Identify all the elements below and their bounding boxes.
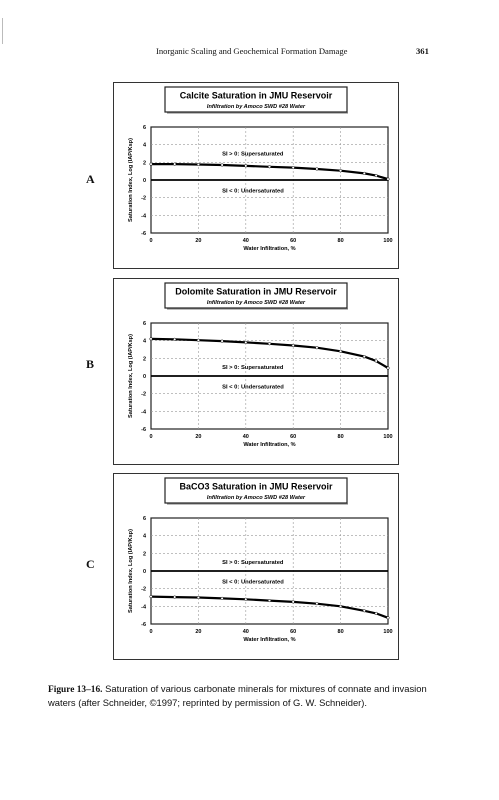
chart-title: Calcite Saturation in JMU Reservoir [179, 90, 333, 101]
y-tick-label: 4 [142, 533, 146, 540]
data-point [150, 595, 153, 598]
data-point [339, 350, 342, 353]
y-tick-label: -2 [141, 586, 146, 593]
chart-subtitle: Infiltration by Amoco SWD #28 Water [206, 495, 306, 501]
data-point [221, 340, 224, 343]
data-point [292, 166, 295, 169]
x-tick-label: 20 [195, 629, 202, 635]
supersaturated-label: SI > 0: Supersaturated [222, 560, 284, 567]
x-tick-label: 0 [149, 629, 153, 635]
data-point [292, 344, 295, 347]
x-axis-title: Water Infiltration, % [243, 442, 296, 448]
y-tick-label: 6 [142, 125, 146, 131]
figure-panel-b [113, 278, 399, 465]
x-tick-label: 0 [149, 238, 153, 244]
baco3-chart [114, 474, 398, 659]
y-tick-label: -6 [141, 231, 146, 237]
data-point [316, 602, 319, 605]
y-axis-title: Saturation Index, Log (IAP/Ksp) [128, 529, 134, 613]
data-point [339, 605, 342, 608]
undersaturated-label: SI < 0: Undersaturated [222, 579, 284, 586]
data-point [339, 169, 342, 172]
y-tick-label: 0 [142, 178, 146, 184]
y-tick-label: -4 [141, 409, 146, 416]
data-point [221, 597, 224, 600]
figure-panel-c [113, 473, 399, 660]
data-point [245, 165, 248, 168]
y-tick-label: 6 [142, 321, 146, 327]
data-point [150, 338, 153, 341]
x-axis-title: Water Infiltration, % [243, 246, 296, 252]
chart-title: BaCO3 Saturation in JMU Reservoir [179, 481, 333, 492]
figure-label: Figure 13–16. [48, 685, 103, 695]
data-point [173, 596, 176, 599]
panel-label-c: C [86, 557, 95, 571]
chart-subtitle: Infiltration by Amoco SWD #28 Water [206, 104, 306, 110]
y-axis-title: Saturation Index, Log (IAP/Ksp) [128, 138, 134, 222]
data-point [363, 609, 366, 612]
y-tick-label: 2 [142, 356, 146, 363]
y-tick-label: 2 [142, 160, 146, 167]
data-point [173, 163, 176, 166]
data-point [221, 164, 224, 167]
data-point [268, 599, 271, 602]
data-point [363, 355, 366, 358]
y-tick-label: 4 [142, 142, 146, 149]
y-tick-label: 6 [142, 516, 146, 522]
figure-caption [48, 683, 448, 708]
x-tick-label: 60 [290, 629, 297, 635]
x-tick-label: 100 [383, 434, 393, 440]
data-point [375, 174, 378, 177]
data-point [387, 178, 390, 181]
y-tick-label: 0 [142, 569, 146, 575]
x-tick-label: 0 [149, 434, 153, 440]
x-tick-label: 40 [242, 238, 249, 244]
data-point [197, 596, 200, 599]
calcite-chart [114, 83, 398, 268]
data-point [197, 339, 200, 342]
data-point [387, 617, 390, 620]
x-tick-label: 40 [242, 434, 249, 440]
supersaturated-label: SI > 0: Supersaturated [222, 365, 284, 372]
panel-label-a: A [86, 172, 95, 186]
page-number: 361 [416, 46, 429, 56]
data-point [173, 338, 176, 341]
y-tick-label: 4 [142, 338, 146, 345]
data-point [316, 168, 319, 171]
y-tick-label: 2 [142, 551, 146, 558]
margin-mark [2, 18, 3, 44]
figure-panel-a [113, 82, 399, 269]
data-point [268, 165, 271, 168]
data-point [268, 342, 271, 345]
x-tick-label: 80 [337, 238, 344, 244]
data-point [197, 163, 200, 166]
panel-label-b: B [86, 357, 95, 371]
x-tick-label: 60 [290, 238, 297, 244]
supersaturated-label: SI > 0: Supersaturated [222, 151, 284, 158]
y-axis-title: Saturation Index, Log (IAP/Ksp) [128, 334, 134, 418]
data-point [387, 367, 390, 370]
data-point [363, 172, 366, 175]
undersaturated-label: SI < 0: Undersaturated [222, 188, 284, 195]
y-tick-label: -6 [141, 622, 146, 628]
chart-subtitle: Infiltration by Amoco SWD #28 Water [206, 300, 306, 306]
x-tick-label: 20 [195, 434, 202, 440]
y-tick-label: -2 [141, 391, 146, 398]
x-tick-label: 80 [337, 629, 344, 635]
y-tick-label: -4 [141, 604, 146, 611]
x-tick-label: 20 [195, 238, 202, 244]
running-title: Inorganic Scaling and Geochemical Formation Damage [156, 46, 348, 56]
undersaturated-label: SI < 0: Undersaturated [222, 384, 284, 391]
data-point [150, 163, 153, 166]
x-axis-title: Water Infiltration, % [243, 637, 296, 643]
data-point [375, 360, 378, 363]
y-tick-label: -6 [141, 427, 146, 433]
data-point [375, 612, 378, 615]
running-header [0, 46, 499, 60]
caption-text: Saturation of various carbonate minerals for mixtures of connate and invasion waters (after Schneider, ©1997; reprinted by permission of G. W. Schneider). [48, 683, 427, 708]
data-point [245, 341, 248, 344]
x-tick-label: 60 [290, 434, 297, 440]
y-tick-label: 0 [142, 374, 146, 380]
chart-title: Dolomite Saturation in JMU Reservoir [175, 286, 337, 297]
y-tick-label: -2 [141, 195, 146, 202]
y-tick-label: -4 [141, 213, 146, 220]
x-tick-label: 100 [383, 238, 393, 244]
data-point [245, 598, 248, 601]
dolomite-chart [114, 279, 398, 464]
x-tick-label: 100 [383, 629, 393, 635]
data-point [292, 601, 295, 604]
x-tick-label: 40 [242, 629, 249, 635]
data-point [316, 346, 319, 349]
x-tick-label: 80 [337, 434, 344, 440]
